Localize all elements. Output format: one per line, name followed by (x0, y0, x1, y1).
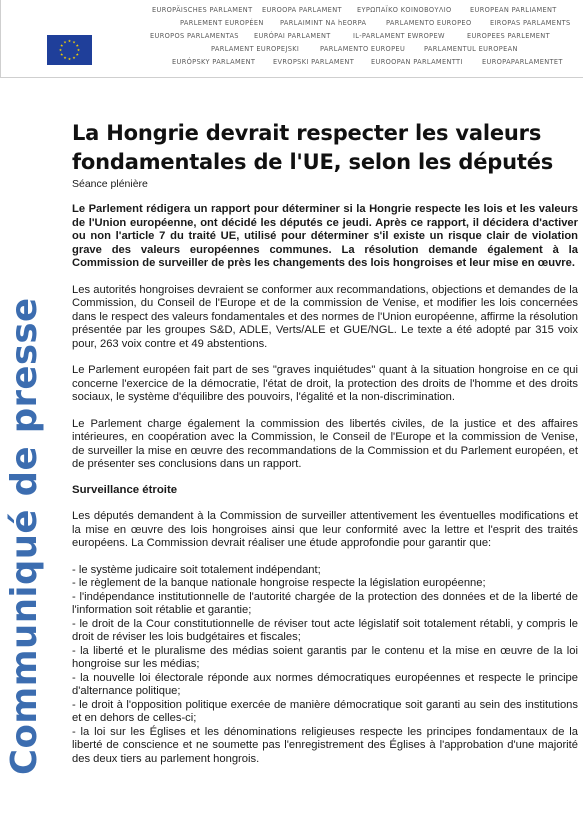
list-item: - la liberté et le pluralisme des médias soient garantis par le contenu et la mise en œuvre de la loi hongroise sur les médias; (72, 644, 578, 670)
list-item: - l'indépendance institutionnelle de l'autorité chargée de la protection des données et de la liberté de l'information soit rétablie et garantie; (72, 590, 578, 616)
institution-name: IL-PARLAMENT EWROPEW (353, 32, 445, 40)
section-heading: Surveillance étroite (72, 483, 178, 496)
institution-name: EIROPAS PARLAMENTS (490, 19, 571, 27)
press-release-label: Communiqué de presse (4, 297, 45, 775)
body-paragraph: Le Parlement charge également la commission des libertés civiles, de la justice et des affaires intérieures, en coopération avec la Commission, le Conseil de l'Europe et la commission de Venise, de surveiller la mise en œuvre des recommandations de la Commission et du Parlement européen, et de présenter ses conclusions dans un rapport. (72, 417, 578, 470)
institution-name: PARLAMENTUL EUROPEAN (424, 45, 518, 53)
institution-names (0, 0, 583, 78)
session-label: Séance plénière (72, 178, 148, 190)
institution-name: PARLAIMINT NA hEORPA (280, 19, 367, 27)
institution-name: EUROPEES PARLEMENT (467, 32, 550, 40)
body-paragraph: Le Parlement européen fait part de ses "graves inquiétudes" quant à la situation hongroise en ce qui concerne l'exercice de la démocratie, l'état de droit, la protection des droits de l'homme et des droits sociaux, le système d'équilibre des pouvoirs, l'égalité et la non-discrimination. (72, 364, 578, 403)
list-item: - le droit à l'opposition politique exercée de manière démocratique soit garanti au sein des institutions et en dehors de celles-ci; (72, 698, 578, 724)
list-item: - la loi sur les Églises et les dénominations religieuses respecte les principes fondamentaux de la liberté de conscience et ne soumette pas l'enregistrement des Églises à l'approbation d'une majorité des deux tiers au parlement hongrois. (72, 725, 578, 765)
institution-name: EURÓPAI PARLAMENT (254, 32, 331, 40)
body-paragraph: Les autorités hongroises devraient se conformer aux recommandations, objections et demandes de la Commission, du Conseil de l'Europe et de la commission de Venise, et modifier les lois concernées dans le respect des valeurs fondamentales et des normes de l'Union européenne, affirme la résolution présentée par les groupes S&D, ADLE, Verts/ALE et GUE/NGL. Le texte a été adopté par 315 voix pour, 263 voix contre et 49 abstentions. (72, 283, 578, 350)
article (72, 119, 578, 766)
sidebar (0, 100, 50, 825)
institution-name: EUROOPA PARLAMENT (262, 6, 342, 14)
institution-name: EUROOPAN PARLAMENTTI (371, 58, 463, 66)
institution-name: EURÓPSKY PARLAMENT (172, 58, 256, 66)
institution-name: PARLAMENTO EUROPEO (386, 19, 472, 27)
institution-name: EVROPSKI PARLAMENT (273, 58, 355, 66)
section-intro: Les députés demandent à la Commission de surveiller attentivement les éventuelles modifications et la mise en œuvre des lois hongroises ainsi que leur conformité avec la lettre et l'esprit des traités européens. La Commission devrait réaliser une étude approfondie pour garantir que: (72, 510, 578, 549)
list-item: - la nouvelle loi électorale réponde aux normes démocratiques européennes et respecte le principe d'alternance politique; (72, 671, 578, 697)
institution-name: PARLAMENTO EUROPEU (320, 45, 406, 53)
list-item: - le droit de la Cour constitutionnelle de réviser tout acte législatif soit totalement rétabli, y compris le droit de réviser les lois budgétaires et fiscales; (72, 617, 578, 643)
institution-name: PARLEMENT EUROPÉEN (180, 19, 264, 27)
list-item: - le système judicaire soit totalement indépendant; (72, 563, 321, 576)
page-title: La Hongrie devrait respecter les valeurs fondamentales de l'UE, selon les députés (72, 121, 554, 174)
institution-name: EUROPOS PARLAMENTAS (150, 32, 239, 40)
institution-name: EUROPEAN PARLIAMENT (470, 6, 557, 14)
institution-name: ΕΥΡΩΠΑΪΚΟ ΚΟΙΝΟΒΟΥΛΙΟ (357, 6, 452, 14)
lead-paragraph: Le Parlement rédigera un rapport pour déterminer si la Hongrie respecte les lois et les valeurs de l'Union européenne, ont décidé les députés ce jeudi. Après ce rapport, il décidera d'activer ou non l'article 7 du traité UE, utilisé pour déterminer s'il existe un risque clair de violation grave des valeurs européennes communes. La résolution demande également à la Commission de surveiller de près les changements des lois hongroises et leur mise en œuvre. (72, 203, 578, 269)
institution-name: EUROPÄISCHES PARLAMENT (152, 6, 253, 14)
institution-name: EUROPAPARLAMENTET (482, 58, 563, 66)
requirements-list (72, 564, 578, 767)
institution-name: PARLAMENT EUROPEJSKI (211, 45, 300, 53)
list-item: - le règlement de la banque nationale hongroise respecte la législation européenne; (72, 577, 486, 589)
